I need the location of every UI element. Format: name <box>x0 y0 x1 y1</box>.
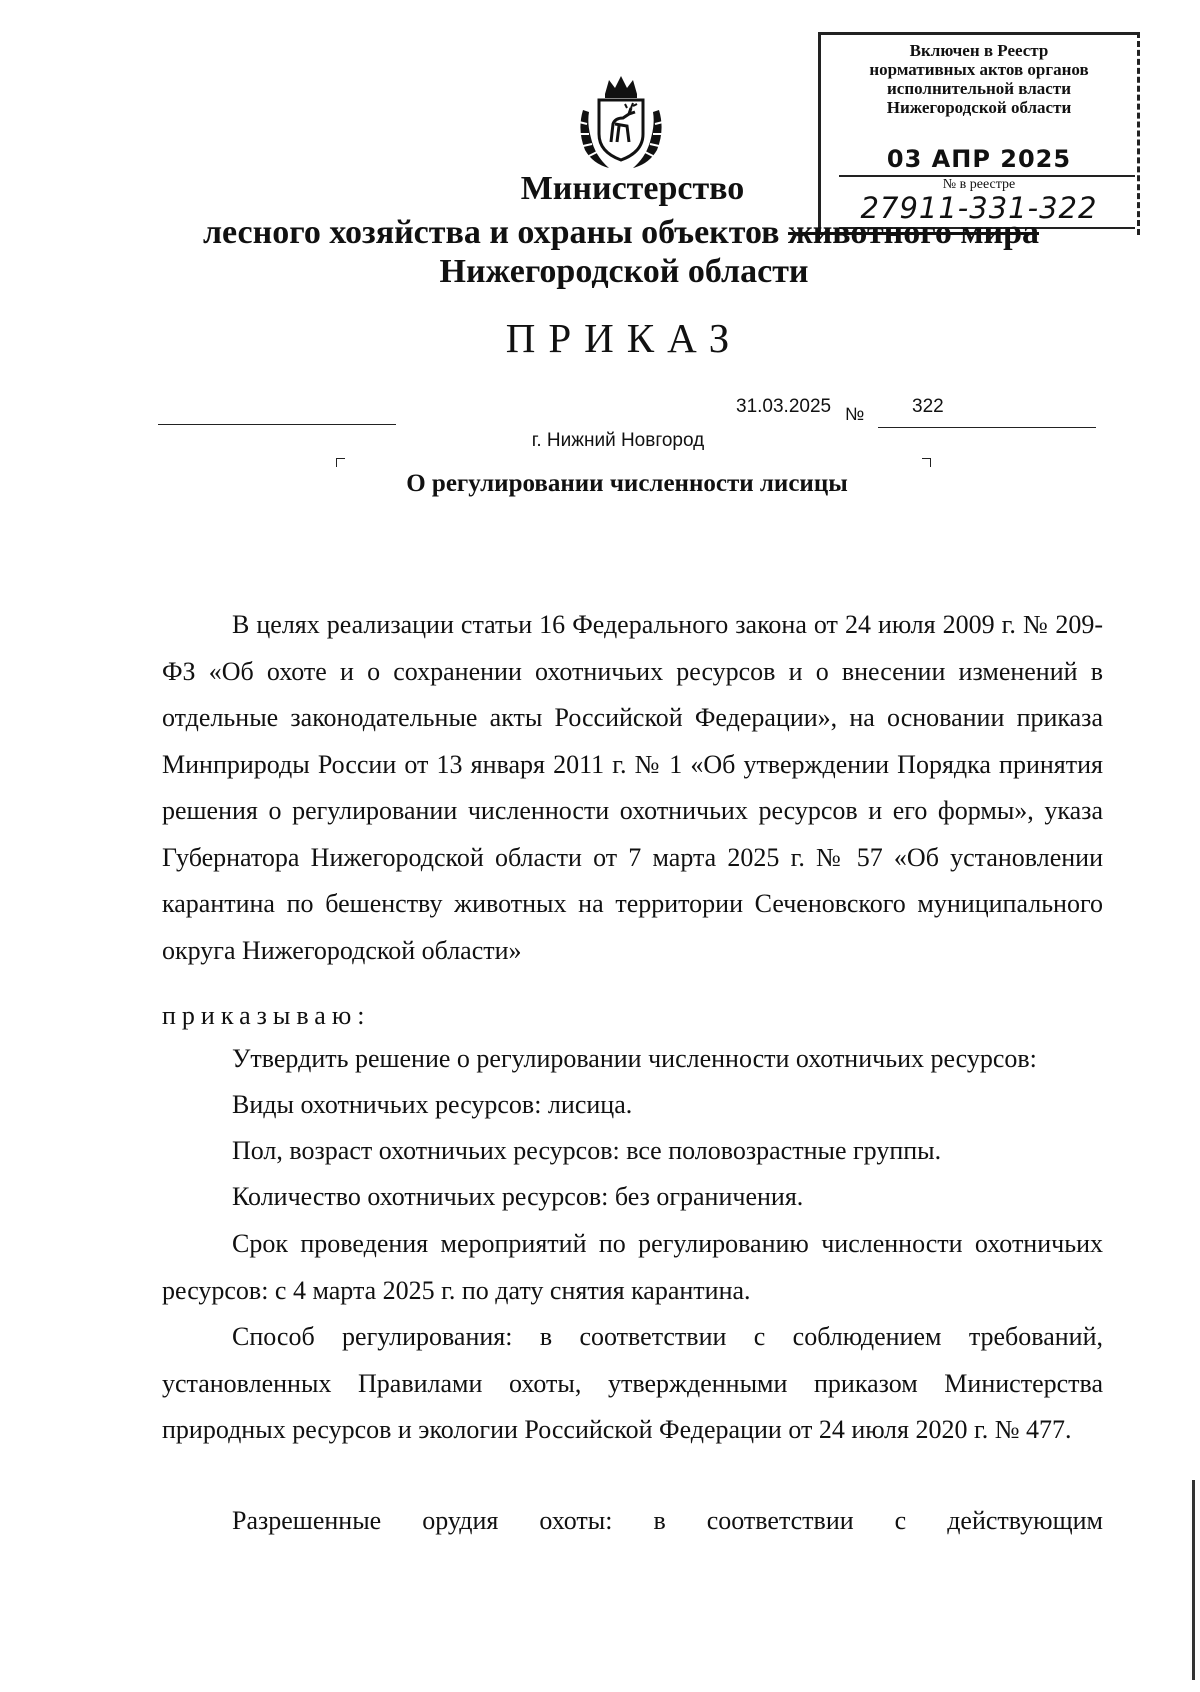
order-word: приказываю: <box>162 1001 371 1030</box>
stamp-line: Нижегородской области <box>886 98 1072 117</box>
date-underline <box>158 424 396 425</box>
stamp-line: исполнительной власти <box>887 79 1071 98</box>
order-number: 322 <box>912 396 944 417</box>
city: г. Нижний Новгород <box>531 430 705 451</box>
number-symbol: № <box>845 404 865 424</box>
order-date: 31.03.2025 <box>736 396 832 417</box>
order-item: Количество охотничьих ресурсов: без ограничения. <box>232 1182 804 1211</box>
stamp-registry-label: № в реестре <box>942 177 1016 192</box>
scan-edge <box>1192 1480 1195 1680</box>
order-item: Срок проведения мероприятий по регулированию численности охотничьих ресурсов: с 4 марта 2025 г. по дату снятия карантина. <box>162 1229 1103 1305</box>
stamp-date: 03 АПР 2025 <box>886 145 1072 173</box>
coat-of-arms-icon <box>575 72 667 172</box>
preamble-paragraph: В целях реализации статьи 16 Федерального закона от 24 июля 2009 г. № 209-ФЗ «Об охоте и о сохранении охотничьих ресурсов и о внесении изменений в отдельные законодательные акты Российской Федерации», на основании приказа Минприроды России от 13 января 2011 г. № 1 «Об утверждении Порядка принятия решения о регулировании численности охотничьих ресурсов и его формы», указа Губернатора Нижегородской области от 7 марта 2025 г. № 57 «Об установлении карантина по бешенству животных на территории Сеченовского муниципального округа Нижегородской области» <box>162 610 1103 965</box>
corner-mark-right <box>922 458 931 467</box>
ministry-name-part: лесного хозяйства и охраны объектов <box>202 214 789 251</box>
document-title: ПРИКАЗ <box>505 315 743 361</box>
ministry-name-line2 <box>0 214 1200 252</box>
order-item: Виды охотничьих ресурсов: лисица. <box>232 1090 633 1119</box>
order-item: Пол, возраст охотничьих ресурсов: все половозрастные группы. <box>232 1136 942 1165</box>
order-subject: О регулировании численности лисицы <box>406 470 848 497</box>
order-item: Разрешенные орудия охоты: в соответствии с действующим <box>232 1506 1103 1535</box>
stamp-registry-number: 27911-331-322 <box>860 191 1098 225</box>
order-item: Утвердить решение о регулировании численности охотничьих ресурсов: <box>232 1044 1037 1073</box>
corner-mark-left <box>336 458 345 467</box>
ministry-name-line3: Нижегородской области <box>439 253 809 290</box>
order-item: Способ регулирования: в соответствии с соблюдением требований, установленных Правилами охоты, утвержденными приказом Министерства природных ресурсов и экологии Российской Федерации от 24 июля 2020 г. № 477. <box>162 1322 1103 1444</box>
stamp-line: Включен в Реестр <box>909 41 1049 60</box>
ministry-name-struck-part: животного мира <box>788 214 1040 251</box>
stamp-line: нормативных актов органов <box>869 60 1089 79</box>
number-underline <box>878 427 1096 428</box>
ministry-name-line1: Министерство <box>520 170 745 207</box>
